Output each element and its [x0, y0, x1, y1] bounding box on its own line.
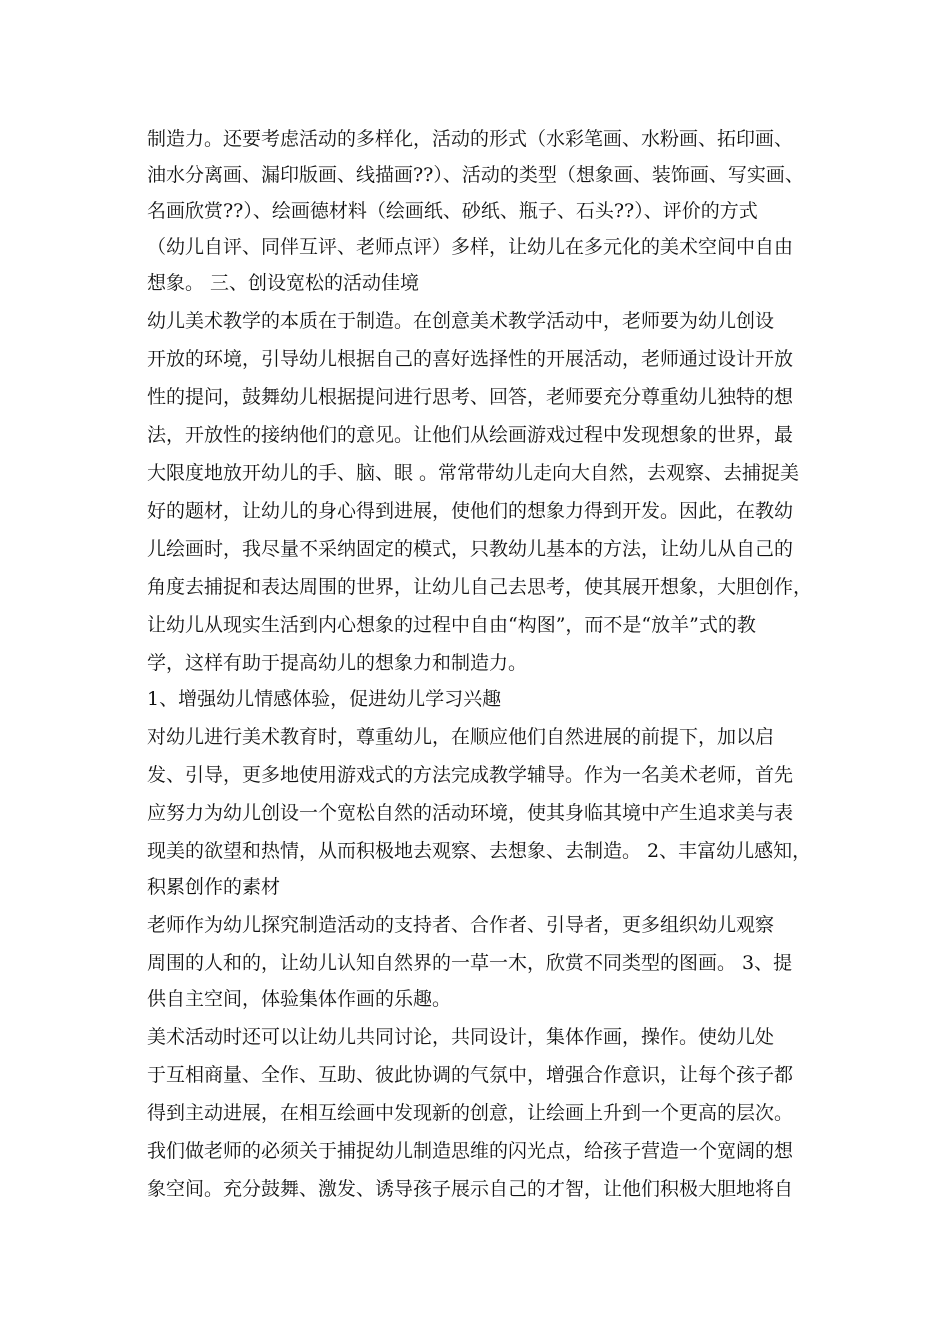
text-line: 名画欣赏??）、绘画德材料（绘画纸、砂纸、瓶子、石头??）、评价的方式: [147, 200, 758, 222]
text-line: 我们做老师的必须关于捕捉幼儿制造思维的闪光点，给孩子营造一个宽阔的想: [147, 1140, 794, 1162]
text-line: 法，开放性的接纳他们的意见。让他们从绘画游戏过程中发现想象的世界，最: [147, 424, 794, 446]
text-line: 学，这样有助于提高幼儿的想象力和制造力。: [147, 652, 528, 674]
text-line: 性的提问，鼓舞幼儿根据提问进行思考、回答，老师要充分尊重幼儿独特的想: [147, 386, 794, 408]
text-line: 制造力。还要考虑活动的多样化，活动的形式（水彩笔画、水粉画、拓印画、: [147, 128, 794, 150]
text-line: 大限度地放开幼儿的手、脑、眼 。常常带幼儿走向大自然，去观察、去捕捉美: [147, 462, 800, 484]
text-line: 供自主空间，体验集体作画的乐趣。: [147, 988, 452, 1010]
text-line: 让幼儿从现实生活到内心想象的过程中自由“构图”，而不是“放羊”式的教: [147, 614, 756, 636]
text-line: 现美的欲望和热情，从而积极地去观察、去想象、去制造。 2、丰富幼儿感知，: [147, 840, 812, 862]
section-heading: 想象。 三、创设宽松的活动佳境: [147, 272, 420, 294]
text-line: 周围的人和的，让幼儿认知自然界的一草一木，欣赏不同类型的图画。 3、提: [147, 952, 793, 974]
text-line: 象空间。充分鼓舞、激发、诱导孩子展示自己的才智，让他们积极大胆地将自: [147, 1178, 794, 1200]
text-line: 美术活动时还可以让幼儿共同讨论，共同设计，集体作画，操作。使幼儿处: [147, 1026, 775, 1048]
text-line: 幼儿美术教学的本质在于制造。在创意美术教学活动中，老师要为幼儿创设: [147, 310, 775, 332]
text-line: 发、引导，更多地使用游戏式的方法完成教学辅导。作为一名美术老师，首先: [147, 764, 794, 786]
text-line: 好的题材，让幼儿的身心得到进展，使他们的想象力得到开发。因此，在教幼: [147, 500, 794, 522]
subsection-heading: 1、增强幼儿情感体验，促进幼儿学习兴趣: [147, 688, 502, 710]
text-line: 于互相商量、全作、互助、彼此协调的气氛中，增强合作意识，让每个孩子都: [147, 1064, 794, 1086]
text-line: 儿绘画时，我尽量不采纳固定的模式，只教幼儿基本的方法，让幼儿从自己的: [147, 538, 794, 560]
text-line: 对幼儿进行美术教育时，尊重幼儿，在顺应他们自然进展的前提下，加以启: [147, 726, 775, 748]
text-line: 角度去捕捉和表达周围的世界，让幼儿自己去思考，使其展开想象，大胆创作，: [147, 576, 813, 598]
text-line: 老师作为幼儿探究制造活动的支持者、合作者、引导者，更多组织幼儿观察: [147, 914, 775, 936]
text-line: 油水分离画、漏印版画、线描画??）、活动的类型（想象画、装饰画、写实画、: [147, 164, 804, 186]
text-line: 得到主动进展，在相互绘画中发现新的创意，让绘画上升到一个更高的层次。: [147, 1102, 794, 1124]
text-line: 应努力为幼儿创设一个宽松自然的活动环境，使其身临其境中产生追求美与表: [147, 802, 794, 824]
text-line: 开放的环境，引导幼儿根据自己的喜好选择性的开展活动，老师通过设计开放: [147, 348, 794, 370]
text-line: （幼儿自评、同伴互评、老师点评）多样，让幼儿在多元化的美术空间中自由: [147, 236, 794, 258]
text-line: 积累创作的素材: [147, 876, 281, 898]
